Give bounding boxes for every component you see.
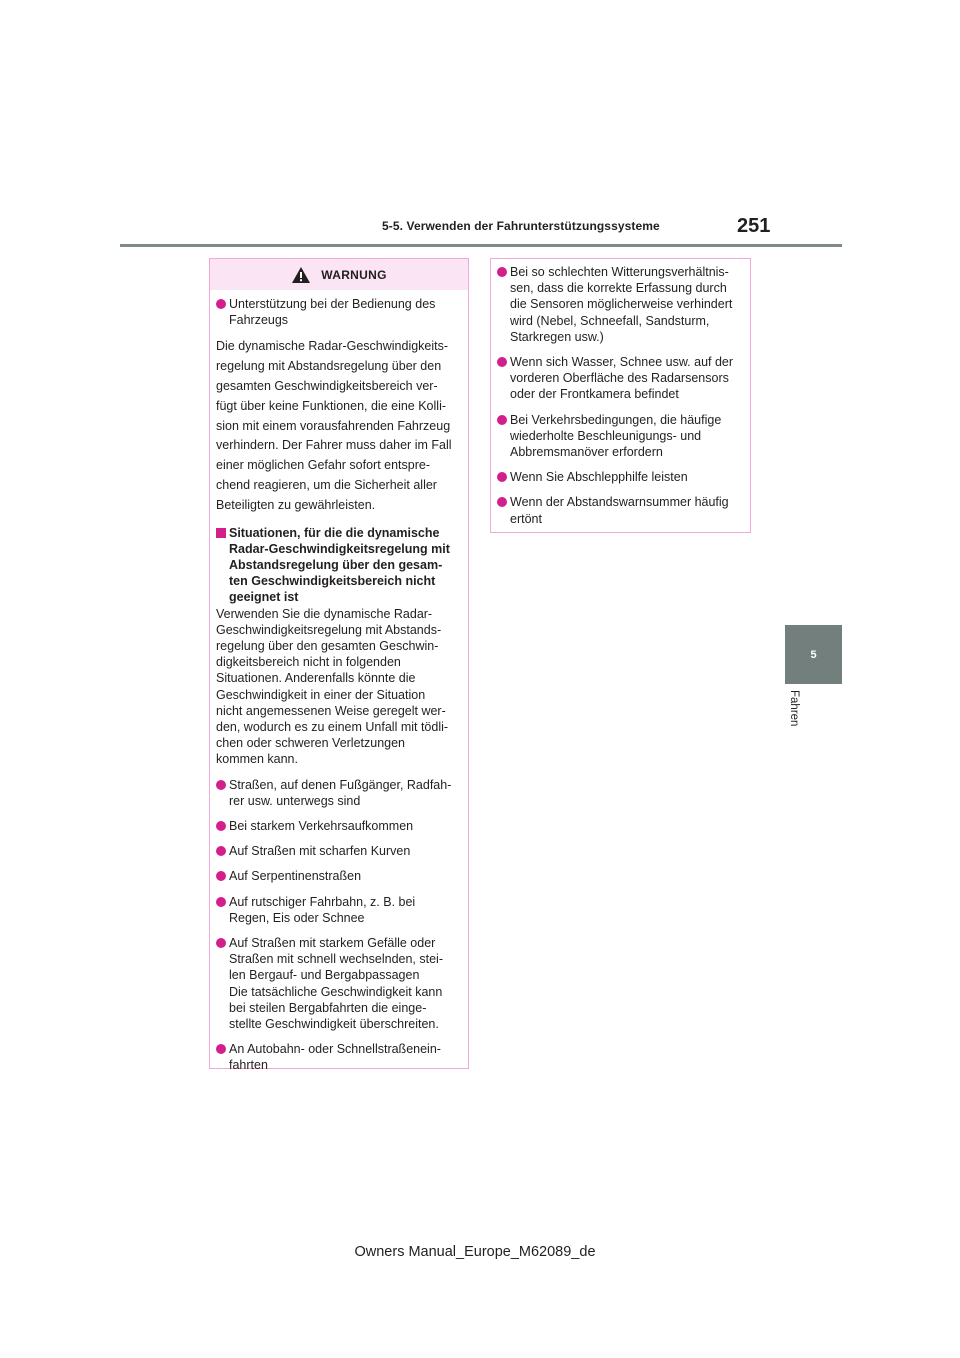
text-line: stellte Geschwindigkeit überschreiten. [229,1017,439,1032]
text-line: vorderen Oberfläche des Radarsensors [510,371,729,386]
text-line: Abstandsregelung über den gesam- [229,557,443,572]
text-line: len Bergauf- und Bergabpassagen [229,968,420,983]
list-item [497,264,744,345]
bullet-icon [216,938,226,948]
page-number: 251 [737,215,771,237]
text-line: Auf Straßen mit starkem Gefälle oder [229,936,436,951]
list-item [216,843,462,859]
text-line: Situationen. Anderenfalls könnte die [216,671,416,686]
list-item [497,354,744,403]
warning-body-left [210,290,468,1074]
text-line: rer usw. unterwegs sind [229,793,361,808]
list-item [216,868,462,884]
text-line: Verwenden Sie die dynamische Radar- [216,606,433,621]
bullet-icon [497,267,507,277]
chapter-tab[interactable] [785,625,842,684]
list-item [497,412,744,461]
text-line: Die tatsächliche Geschwindigkeit kann [229,984,443,999]
warning-triangle-icon [291,266,311,284]
text-line: den, wodurch es zu einem Unfall mit tödli- [216,720,449,735]
bullet-icon [216,299,226,309]
text-line: kommen kann. [216,752,298,767]
text-line: chend reagieren, um die Sicherheit aller [216,477,437,492]
header-divider [120,244,842,247]
bullet-icon [216,1044,226,1054]
warning-title: WARNUNG [321,267,387,282]
text-line: Bei so schlechten Witterungsverhältnis- [510,265,729,279]
text-line: Abbremsmanöver erfordern [510,445,663,460]
bullet-icon [216,871,226,881]
text-line: wiederholte Beschleunigungs- und [510,428,702,443]
section-paragraph [216,606,462,768]
text-line: sen, dass die korrekte Erfassung durch [510,281,727,296]
text-line: wird (Nebel, Schneefall, Sandsturm, [510,313,710,328]
text-line: Auf rutschiger Fahrbahn, z. B. bei [229,894,416,909]
text-line: Auf Straßen mit scharfen Kurven [229,844,411,859]
bullet-icon [497,497,507,507]
text-line: bei steilen Bergabfahrten die einge- [229,1000,427,1015]
chapter-number: 5 [810,648,817,661]
text-line: Geschwindigkeitsregelung mit Abstands- [216,622,442,637]
list-item [216,1041,462,1073]
bullet-icon [497,472,507,482]
bullet-icon [216,821,226,831]
item-text: Unterstützung bei der Bedienung des Fahrzeugs [229,297,436,328]
text-line: Bei starkem Verkehrsaufkommen [229,819,414,834]
text-line: regelung über den gesamten Geschwin- [216,639,439,653]
text-line: Bei Verkehrsbedingungen, die häufige [510,412,722,427]
text-line: Regen, Eis oder Schnee [229,910,365,925]
list-item [497,494,744,526]
text-line: oder der Frontkamera befindet [510,387,679,402]
text-line: ten Geschwindigkeitsbereich nicht [229,574,436,589]
text-line: Straßen, auf denen Fußgänger, Radfah- [229,777,452,792]
text-line: ertönt [510,511,542,526]
text-line: gesamten Geschwindigkeitsbereich ver- [216,379,438,393]
text-line: verhindern. Der Fahrer muss daher im Fall [216,438,452,453]
text-line: An Autobahn- oder Schnellstraßenein- [229,1042,441,1057]
bullet-icon [216,897,226,907]
text-line: Die dynamische Radar-Geschwindigkeits- [216,339,449,354]
list-item [216,296,462,328]
bullet-icon [216,780,226,790]
text-line: Wenn der Abstandswarnsummer häufig [510,495,729,510]
square-bullet-icon [216,528,226,538]
text-line: fügt über keine Funktionen, die eine Kolli- [216,398,447,413]
text-line: Situationen, für die die dynamische [229,525,440,540]
section-title: 5-5. Verwenden der Fahrunterstützungssysteme [382,219,660,233]
text-line: chen oder schweren Verletzungen [216,736,406,751]
text-line: Auf Serpentinenstraßen [229,869,362,884]
text-line: Wenn sich Wasser, Schnee usw. auf der [510,355,734,370]
footer [0,1244,960,1260]
text-line: Wenn Sie Abschlepphilfe leisten [510,470,688,485]
text-line: Radar-Geschwindigkeitsregelung mit [229,541,450,556]
list-item [216,935,462,1032]
text-line: nicht angemessenen Weise geregelt wer- [216,703,446,718]
bullet-icon [497,415,507,425]
warning-box-right [490,258,751,533]
text-line: Starkregen usw.) [510,329,604,344]
list-item [497,469,744,485]
warning-body-right [491,259,750,527]
text-line: geeignet ist [229,590,299,605]
bullet-icon [216,846,226,856]
warning-box-left [209,258,469,1073]
text-line: sion mit einem vorausfahrenden Fahrzeug [216,418,451,433]
text-line: Beteiligten zu gewährleisten. [216,497,376,512]
section-heading [216,525,462,606]
text-line: Straßen mit schnell wechselnden, stei- [229,952,443,967]
list-item [216,818,462,834]
text-line: digkeitsbereich nicht in folgenden [216,655,401,670]
warning-header [210,259,468,290]
text-line: die Sensoren möglicherweise verhindert [510,297,733,312]
list-item [216,894,462,926]
list-item [216,777,462,809]
bullet-icon [497,357,507,367]
chapter-label: Fahren [788,690,800,727]
support-paragraph [216,337,462,515]
text-line: Geschwindigkeit in einer der Situation [216,687,426,702]
text-line: fahrten [229,1058,268,1073]
footer-text: Owners Manual_Europe_M62089_de [354,1244,596,1260]
text-line: regelung mit Abstandsregelung über den [216,359,442,374]
text-line: einer möglichen Gefahr sofort entspre- [216,458,430,473]
